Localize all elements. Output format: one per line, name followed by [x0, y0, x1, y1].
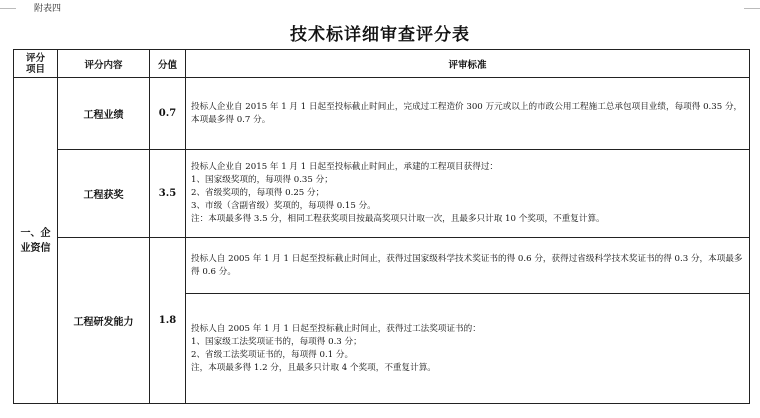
- rnd-content: 工程研发能力: [58, 238, 150, 404]
- attachment-label: 附表四: [34, 4, 62, 14]
- rnd-criteria-a-text: 投标人自 2005 年 1 月 1 日起至投标截止时间止，获得过国家级科学技术奖证书的得 0.6 分，获得过省级科学技术奖证书的得 0.3 分，本项最多得 0.6 分。: [191, 253, 743, 277]
- awards-criteria-line: 3、市级（含副省级）奖项的，每项得 0.15 分。: [191, 201, 376, 211]
- awards-criteria-line: 1、国家级奖项的，每项得 0.35 分；: [191, 175, 333, 185]
- header-score: 分值: [150, 50, 186, 78]
- page-corner-mark-left: [0, 0, 16, 9]
- page-title: 技术标详细审查评分表: [290, 25, 470, 45]
- header-content: 评分内容: [58, 50, 150, 78]
- awards-criteria-line: 注：本项最多得 3.5 分，相同工程获奖项目按最高奖项只计取一次，且最多只计取 10 个奖项，不重复计算。: [191, 214, 605, 224]
- awards-score: 3.5: [150, 150, 186, 238]
- performance-criteria-text: 投标人企业自 2015 年 1 月 1 日起至投标截止时间止，完成过工程造价 300 万元或以上的市政公用工程施工总承包项目业绩，每项得 0.35 分，本项最多得 0.7 分。: [191, 101, 743, 125]
- header-item: [14, 50, 58, 78]
- header-row: [14, 50, 750, 78]
- rnd-score: 1.8: [150, 238, 186, 404]
- performance-criteria: [186, 78, 750, 150]
- table-row-awards: [14, 150, 750, 238]
- awards-criteria-line: 投标人企业自 2015 年 1 月 1 日起至投标截止时间止，承建的工程项目获得过：: [191, 162, 499, 172]
- awards-content: 工程获奖: [58, 150, 150, 238]
- category-line1: 一、企: [20, 227, 51, 239]
- header-criteria: 评审标准: [186, 50, 750, 78]
- rnd-criteria-b-line: 1、国家级工法奖项证书的，每项得 0.3 分；: [191, 336, 362, 347]
- rnd-criteria-b-line: 投标人自 2005 年 1 月 1 日起至投标截止时间止，获得过工法奖项证书的：: [191, 323, 481, 334]
- table-row-performance: [14, 78, 750, 150]
- performance-content: 工程业绩: [58, 78, 150, 150]
- header-item-line2: 项目: [25, 63, 45, 75]
- page-corner-mark-right: [744, 0, 760, 9]
- rnd-criteria-a: [186, 238, 750, 294]
- awards-criteria-line: 2、省级奖项的，每项得 0.25 分；: [191, 188, 325, 198]
- rnd-criteria-b: [186, 294, 750, 404]
- category-cell: [14, 78, 58, 404]
- header-item-line1: 评分: [25, 52, 45, 64]
- category-line2: 业资信: [20, 242, 51, 254]
- rnd-criteria-b-line: 注，本项最多得 1.2 分，且最多只计取 4 个奖项，不重复计算。: [191, 362, 436, 373]
- rnd-criteria-b-line: 2、省级工法奖项证书的，每项得 0.1 分。: [191, 349, 354, 360]
- awards-criteria: [186, 150, 750, 238]
- table-row-rnd-a: [14, 238, 750, 294]
- scoring-table: [13, 49, 750, 404]
- performance-score: 0.7: [150, 78, 186, 150]
